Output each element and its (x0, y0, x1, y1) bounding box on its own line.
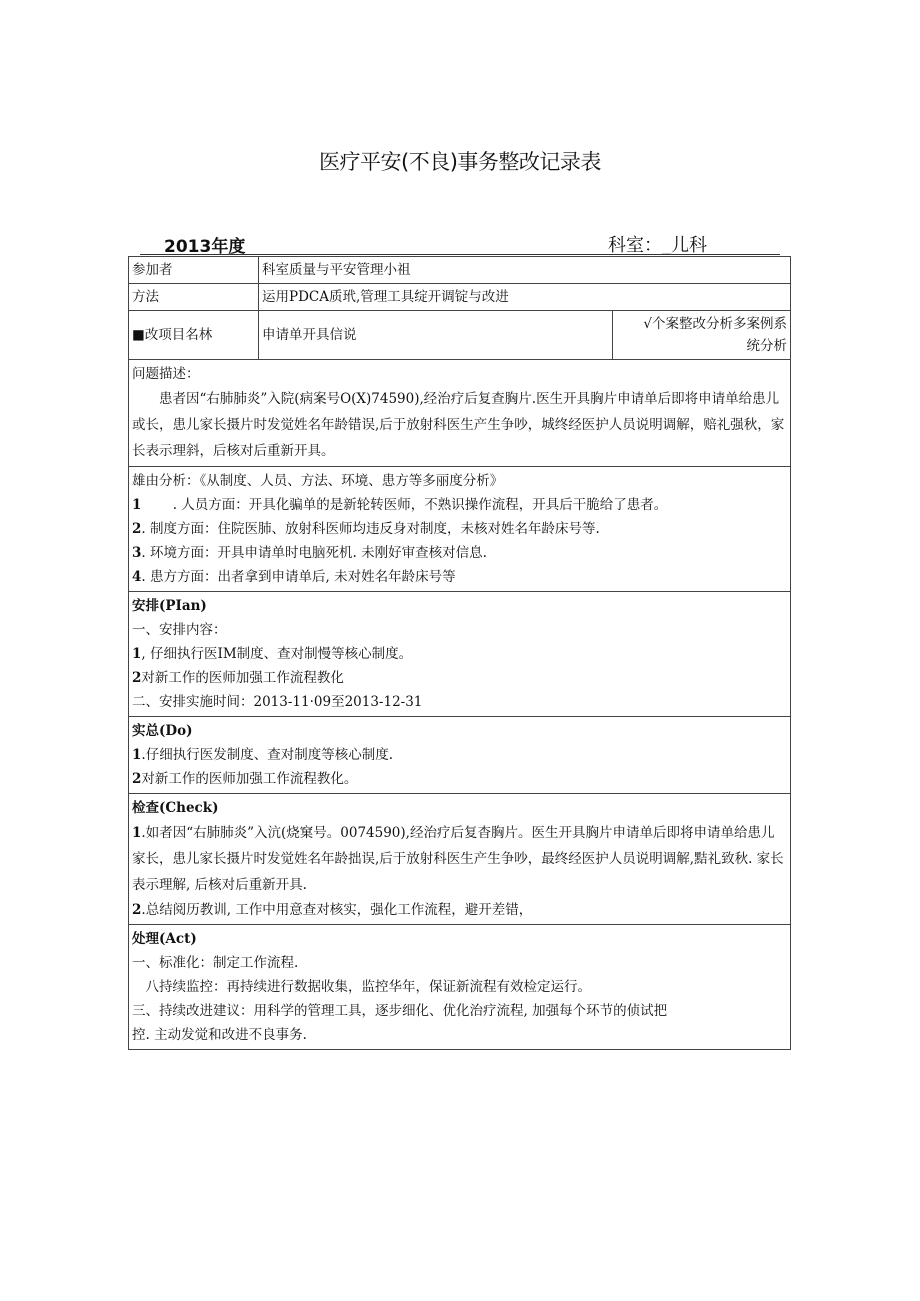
act-line: 控. 主动发觉和改进不良事务. (132, 1027, 307, 1043)
problem-cell (129, 360, 791, 467)
analysis-item-text: . 患方方面：出者拿到申请单后, 未对姓名年龄床号等 (141, 569, 456, 585)
method-label: 方法 (129, 284, 259, 311)
project-row (129, 311, 791, 360)
check-heading: 检查(Check) (132, 800, 219, 816)
problem-heading: 问题描述： (132, 366, 200, 382)
check-item-number: 2 (132, 902, 142, 918)
analysis-item (132, 493, 787, 517)
problem-text: 患者因“右肺肺炎”入院(病案号O(X)74590),经治疗后复查胸片.医生开具胸片申请单后即将申请单给患儿或长，患儿家长摄片时发觉姓名年龄错误,后于放射科医生产生争吵，城终经医护人员说明调解，赔礼强秋，家长表示理斜，后核对后重新开具。 (132, 391, 785, 459)
act-line: 三、持续改进建议：用科学的管理工具，逐步细化、优化治疗流程, 加强每个环节的侦试把 (132, 1003, 668, 1019)
participants-label: 参加者 (129, 257, 259, 284)
act-line: 八持续监控：再持续进行数据收集，监控华年，保证新流程有效检定运行。 (145, 979, 591, 995)
method-row (129, 284, 791, 311)
act-row (129, 925, 791, 1050)
participants-value: 科室质量与平安管理小祖 (259, 257, 791, 284)
do-item (132, 767, 787, 791)
analysis-item (132, 517, 787, 541)
analysis-item-text: . 制度方面：住院医肺、放射科医师均违反身对制度，未核对姓名年龄床号等. (141, 521, 600, 537)
analysis-item-number: 3 (132, 545, 142, 561)
check-item-number: 1 (132, 825, 142, 841)
plan-item-number: 1 (132, 646, 142, 662)
analysis-item-number: 2 (132, 521, 142, 537)
plan-item (132, 642, 787, 666)
plan-schedule: 二、安排实施时间：2013-11·09至2013-12-31 (132, 694, 423, 710)
analysis-heading: 雄由分析：《从制度、人员、方法、环境、患方等多丽度分析》 (132, 473, 504, 489)
project-value: 申请单开具信说 (259, 311, 613, 360)
analysis-row (129, 467, 791, 592)
analysis-item-text: . 人员方面：开具化骗单的是新轮转医师，不熟识操作流程，开具后干脆给了患者。 (141, 497, 668, 513)
do-item-text: 对新工作的医师加强工作流程教化。 (141, 771, 358, 787)
participants-row (129, 257, 791, 284)
plan-item (132, 666, 787, 690)
header-underline (140, 254, 780, 255)
project-label: ■改项目名林 (129, 311, 259, 360)
plan-item-number: 2 (132, 670, 142, 686)
analysis-type-cell (613, 311, 791, 360)
plan-cell (129, 592, 791, 717)
plan-item-text: 对新工作的医师加强工作流程教化 (141, 670, 344, 686)
do-heading: 实总(Do) (132, 723, 193, 739)
analysis-type-line2: 统分析 (746, 338, 787, 354)
page-title: 医疗平安(不良)事务整改记录表 (319, 150, 601, 174)
act-line: 一、标准化：制定工作流程. (132, 955, 299, 971)
analysis-type-line1: √个案整改分析多案例系 (643, 316, 787, 332)
record-table (128, 256, 791, 1050)
do-item-number: 2 (132, 771, 142, 787)
check-row (129, 794, 791, 925)
do-row (129, 717, 791, 794)
do-cell (129, 717, 791, 794)
plan-heading: 安排(PIan) (132, 598, 207, 614)
check-item-text: .总结阅历教训, 工作中用意查对核实，强化工作流程，避开差错， (141, 902, 533, 918)
act-heading: 处理(Act) (132, 931, 197, 947)
do-item (132, 743, 787, 767)
do-item-text: .仔细执行医发制度、查对制度等核心制度. (141, 747, 393, 763)
analysis-cell (129, 467, 791, 592)
do-item-number: 1 (132, 747, 142, 763)
act-cell (129, 925, 791, 1050)
analysis-item (132, 565, 787, 589)
analysis-item (132, 541, 787, 565)
method-value: 运用PDCA质玳,管理工具绽开调锭与改进 (259, 284, 791, 311)
analysis-item-number: 4 (132, 569, 142, 585)
year-label: 2013年度 (164, 237, 246, 257)
plan-item-text: , 仔细执行医IM制度、查对制慢等核心制度。 (141, 646, 413, 662)
check-item (132, 898, 787, 922)
plan-row (129, 592, 791, 717)
department-label: 科室：_儿科 (608, 235, 707, 256)
analysis-item-text: . 环境方面：开具申请单时电脑死机. 未刚好审查核对信息. (141, 545, 487, 561)
check-cell (129, 794, 791, 925)
check-item-text: .如者因“右肺肺炎”入沆(烧窠号。0074590),经治疗后复杳胸片。医生开具胸片申请单后即将申请单给患儿家长，患儿家长摄片时发觉姓名年龄拙误,后于放射科医生产生争吵，最终经医护人员说明调解,黠礼致秋. 家长表示理解, 后核对后重新开具. (132, 825, 784, 893)
problem-row (129, 360, 791, 467)
plan-subheading-content: 一、安排内容： (132, 622, 227, 638)
analysis-item-number: 1 (132, 497, 142, 513)
check-item (132, 820, 787, 898)
